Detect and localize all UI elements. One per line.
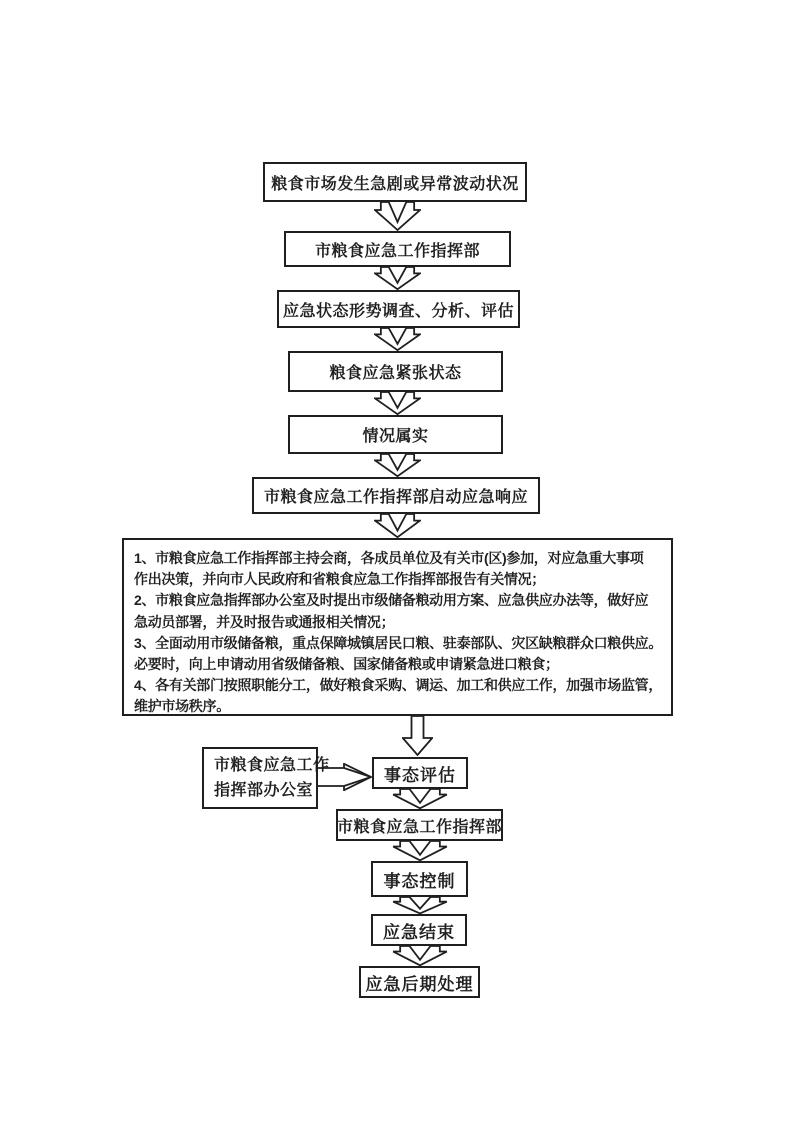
down-chevron-arrow-icon bbox=[374, 454, 421, 477]
flow-box-label: 粮食应急紧张状态 bbox=[329, 365, 462, 382]
flow-box-label: 应急后期处理 bbox=[365, 974, 474, 994]
response-action-line: 急动员部署，并及时报告或通报相关情况； bbox=[134, 613, 395, 630]
flow-box-label: 应急结束 bbox=[383, 922, 455, 942]
down-chevron-arrow-icon bbox=[392, 897, 448, 914]
response-action-line: 必要时，向上申请动用省级储备粮、国家储备粮或申请紧急进口粮食； bbox=[134, 656, 559, 673]
flow-box-post-processing bbox=[359, 966, 480, 998]
flow-box-label: 事态评估 bbox=[384, 765, 456, 785]
down-chevron-arrow-icon bbox=[392, 841, 448, 861]
response-action-line: 3、全面动用市级储备粮，重点保障城镇居民口粮、驻泰部队、灾区缺粮群众口粮供应。 bbox=[134, 634, 663, 651]
flow-box-label: 市粮食应急工作指挥部启动应急响应 bbox=[263, 489, 528, 506]
down-chevron-arrow-icon bbox=[374, 267, 421, 290]
flow-box-emergency-end bbox=[371, 914, 467, 946]
flow-box-label: 指挥部办公室 bbox=[214, 782, 314, 799]
flow-box-label: 市粮食应急工作指挥部 bbox=[314, 242, 480, 260]
flow-box-label: 市粮食应急工作 bbox=[214, 757, 330, 774]
flow-box-tension-state bbox=[288, 351, 503, 392]
down-chevron-arrow-icon bbox=[374, 328, 421, 351]
flow-box-label: 应急状态形势调查、分析、评估 bbox=[282, 302, 514, 320]
response-action-line: 1、市粮食应急工作指挥部主持会商，各成员单位及有关市(区)参加，对应急重大事项 bbox=[134, 550, 644, 566]
flow-box-response-actions bbox=[122, 538, 673, 716]
flow-box-control bbox=[371, 861, 468, 897]
flow-box-assessment bbox=[372, 757, 468, 789]
flow-box-command-hq-2 bbox=[336, 809, 503, 841]
flow-box-label: 粮食市场发生急剧或异常波动状况 bbox=[271, 175, 519, 193]
flow-box-investigation bbox=[277, 290, 520, 328]
flow-box-market-event bbox=[263, 162, 527, 202]
down-chevron-arrow-icon bbox=[392, 789, 448, 809]
response-action-line: 2、市粮食应急指挥部办公室及时提出市级储备粮动用方案、应急供应办法等，做好应 bbox=[134, 592, 649, 609]
down-block-arrow-icon bbox=[402, 716, 433, 756]
response-action-line: 作出决策，并向市人民政府和省粮食应急工作指挥部报告有关情况； bbox=[134, 571, 545, 588]
flow-box-situation-verified bbox=[288, 415, 503, 454]
flow-box-emergency-office bbox=[202, 747, 330, 809]
down-chevron-arrow-icon bbox=[374, 392, 421, 415]
response-action-line: 维护市场秩序。 bbox=[134, 698, 230, 715]
down-chevron-arrow-icon bbox=[374, 514, 421, 538]
flow-box-label: 事态控制 bbox=[383, 871, 456, 891]
down-chevron-arrow-icon bbox=[374, 202, 421, 231]
flow-box-activate-response bbox=[252, 477, 540, 514]
flow-box-label: 情况属实 bbox=[362, 428, 429, 445]
response-action-line: 4、各有关部门按照职能分工，做好粮食采购、调运、加工和供应工作，加强市场监管， bbox=[134, 677, 663, 694]
flow-box-command-hq bbox=[284, 231, 511, 267]
down-chevron-arrow-icon bbox=[392, 946, 448, 966]
flow-box-label: 市粮食应急工作指挥部 bbox=[337, 818, 503, 836]
